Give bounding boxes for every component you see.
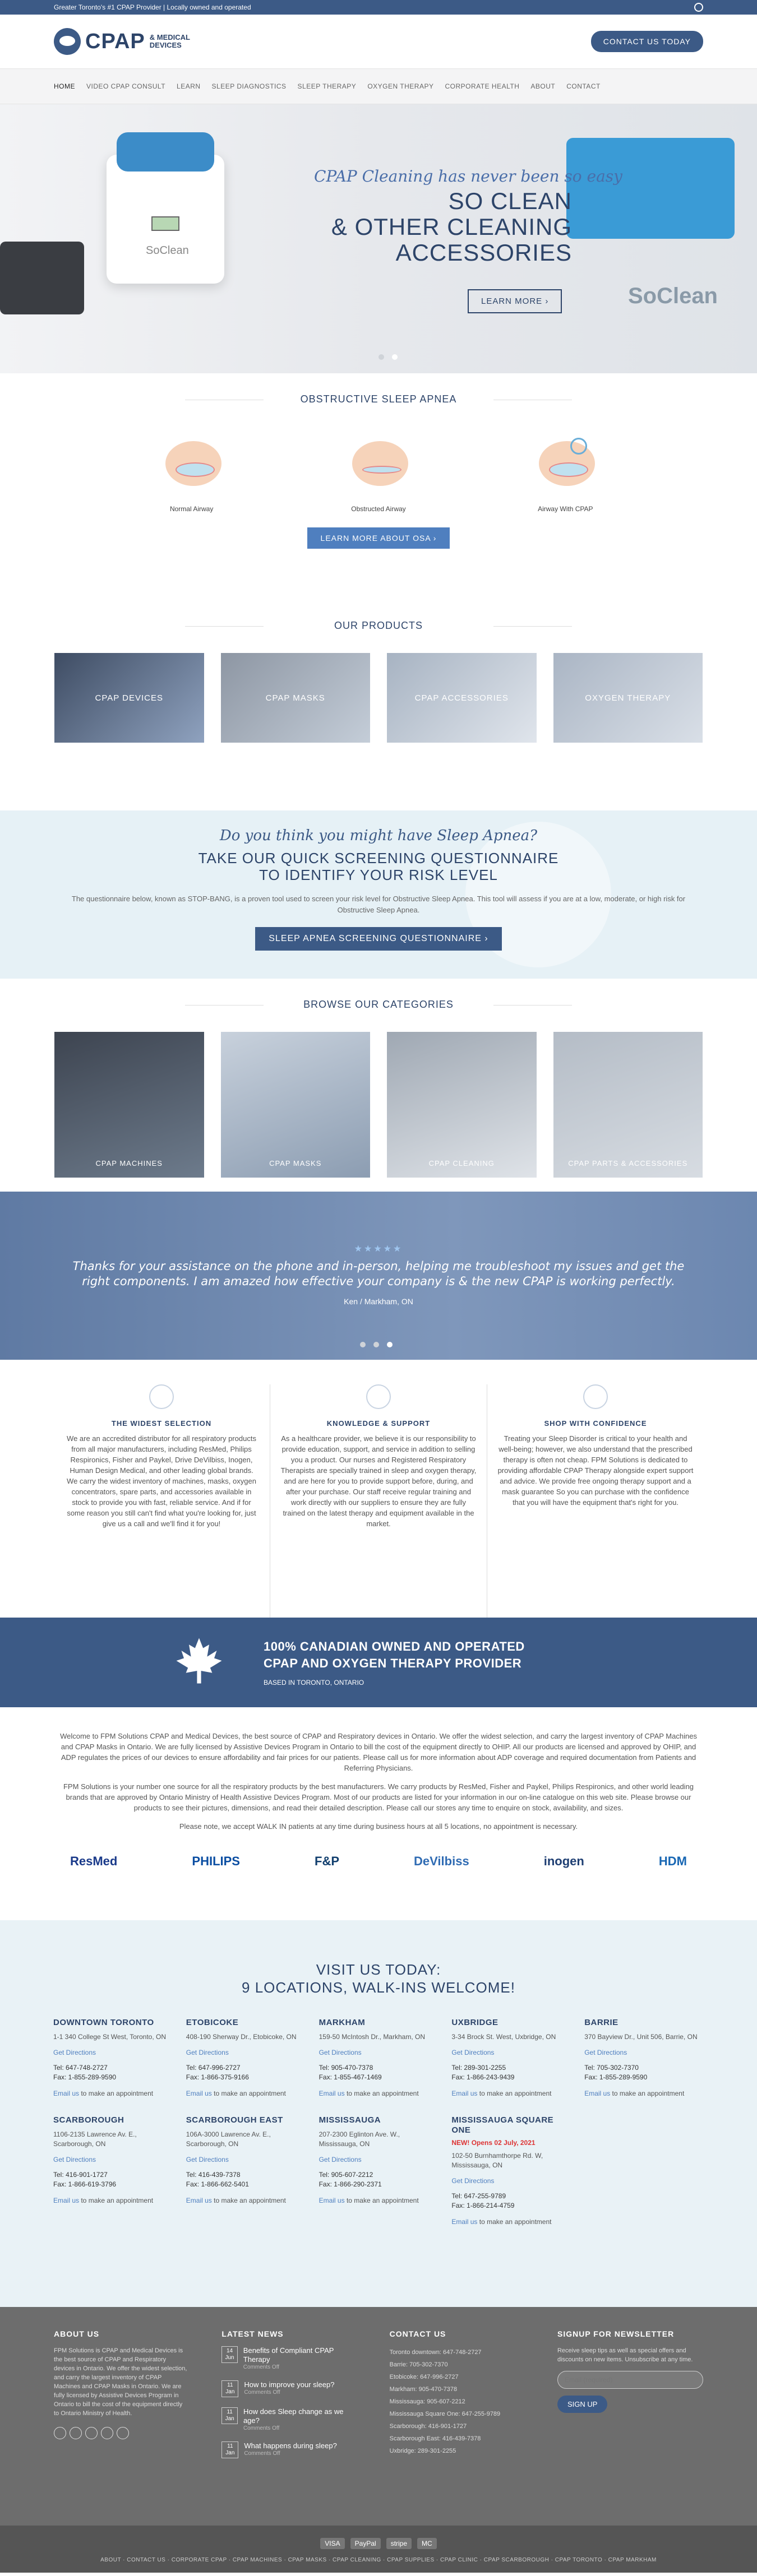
canadian-banner xyxy=(0,1618,757,1707)
get-directions-link[interactable]: Get Directions xyxy=(53,2156,96,2163)
get-directions-link[interactable]: Get Directions xyxy=(319,2156,362,2163)
instagram-icon[interactable] xyxy=(70,2427,82,2439)
brand-logos xyxy=(70,1854,687,1869)
category-tile-parts-accessories[interactable]: CPAP PARTS & ACCESSORIES xyxy=(553,1032,703,1178)
location-name: UXBRIDGE xyxy=(451,2018,498,2027)
hero-slider-dots xyxy=(378,354,398,360)
brand-logo-fp: F&P xyxy=(315,1854,339,1868)
nav-item-learn[interactable]: LEARN xyxy=(177,82,201,90)
news-date: 11 Jan xyxy=(221,2380,238,2397)
testimonial-slider xyxy=(0,1192,757,1360)
payment-icons xyxy=(0,2538,757,2549)
osa-label: Airway With CPAP xyxy=(538,505,593,513)
payment-card-icon: VISA xyxy=(320,2538,344,2549)
slide-dot[interactable] xyxy=(373,1342,379,1347)
location-address: 207-2300 Eglinton Ave. W., Mississauga, ON xyxy=(319,2130,400,2148)
features-section xyxy=(53,1360,704,1618)
location-card xyxy=(584,2018,704,2098)
contact-us-button[interactable]: CONTACT US TODAY xyxy=(591,31,703,52)
location-phone: Tel: 647-748-2727 xyxy=(53,2064,108,2072)
learn-osa-button[interactable]: LEARN MORE ABOUT OSA › xyxy=(307,527,450,549)
hero-line1: SO CLEAN xyxy=(448,188,572,214)
location-card xyxy=(451,2018,571,2098)
welcome-paragraph: FPM Solutions is your number one source for all the respiratory products by the best manufacturers. We carry products by ResMed, Fisher and Paykel, Philips Respironics, and other world leading brands that are approved by Ontario Ministry of Health Assistive Devices Program. Most of our products are listed for your information in our on-line catalogue on this web site. Please browse our products to see their pictures, dimensions, and read their detailed description. Please call our stores any time to enquire on stock, availability, and sizes. xyxy=(63,1782,694,1812)
logo[interactable] xyxy=(54,28,195,55)
brand-logo-resmed: ResMed xyxy=(70,1854,118,1868)
contact-phone[interactable]: Barrie: 705-302-7370 xyxy=(389,2361,448,2368)
location-name: MARKHAM xyxy=(319,2018,366,2027)
welcome-paragraph: Welcome to FPM Solutions CPAP and Medical Devices, the best source of CPAP and Respiratory devices in Ontario. We offer the widest selection, and carry the largest inventory of CPAP Machines and CPAP Masks in Ontario. We are fully licensed by Assistive Devices Program in Ontario to bill the cost of the equipment directly to OHIP. All our products are licensed and approved by OHIP, and ADP regulates the prices of our devices to ensure affordability and fair prices for our patients. Please call us for more information about ADP coverage and required documentation from Patients and Referring Physicians. xyxy=(60,1732,697,1772)
top-bar xyxy=(0,0,757,15)
news-comments: Comments Off xyxy=(244,2389,280,2396)
slide-dot[interactable] xyxy=(392,354,398,360)
location-address: 1106-2135 Lawrence Av. E., Scarborough, ON xyxy=(53,2130,137,2148)
products-section xyxy=(0,620,757,810)
location-fax: Fax: 1-866-375-9166 xyxy=(186,2073,249,2081)
testimonial-author: Ken / Markham, ON xyxy=(344,1297,413,1306)
contact-phone[interactable]: Toronto downtown: 647-748-2727 xyxy=(389,2349,482,2356)
quiz-text: The questionnaire below, known as STOP-BANG, is a proven tool used to screen your risk level for Obstructive Sleep Apnea. This tool will assess if you are at a low, moderate, or high risk for Obstructive Sleep Apnea. xyxy=(71,895,686,914)
location-card xyxy=(53,2115,173,2227)
osa-normal-airway xyxy=(136,435,248,513)
osa-section xyxy=(0,373,757,620)
cleaning-tank-image xyxy=(566,138,735,239)
hero-button-label: LEARN MORE xyxy=(481,296,543,306)
products-title: OUR PRODUCTS xyxy=(0,620,757,632)
footer-heading: LATEST NEWS xyxy=(221,2329,284,2338)
nav-item-corporate-health[interactable]: CORPORATE HEALTH xyxy=(445,82,520,90)
facebook-icon[interactable] xyxy=(54,2427,66,2439)
brand-logo-hdm: HDM xyxy=(658,1854,687,1868)
location-name: MISSISSAUGA SQUARE ONE xyxy=(451,2115,554,2135)
questionnaire-button[interactable]: SLEEP APNEA SCREENING QUESTIONNAIRE › xyxy=(255,927,501,951)
canadian-line2: CPAP AND OXYGEN THERAPY PROVIDER xyxy=(264,1656,522,1670)
slide-dot[interactable] xyxy=(360,1342,366,1347)
hero-learn-more-button[interactable]: LEARN MORE › xyxy=(468,289,562,313)
osa-button-label: LEARN MORE ABOUT OSA xyxy=(320,534,431,543)
feature-shop-confidence xyxy=(487,1384,704,1618)
feature-text: We are an accredited distributor for all respiratory products from all major manufacturers, including ResMed, Philips Respironics, Fisher and Paykel, Drive DeVilbiss, Inogen, Human Design Medical, and other leading global brands. We carry the widest inventory of machines, masks, oxygen concentrators, spare parts, and accessories available in stock to provide you with fast, reliable service. And if for some reason you still can't find what you're looking for, just give us a call and we'll find it for you! xyxy=(67,1434,256,1528)
news-title[interactable]: Benefits of Compliant CPAP Therapy xyxy=(243,2346,334,2364)
location-address: 370 Bayview Dr., Unit 506, Barrie, ON xyxy=(584,2033,698,2041)
location-phone: Tel: 647-255-9789 xyxy=(451,2192,506,2200)
location-email: Email us to make an appointment xyxy=(319,2197,419,2204)
location-address: 106A-3000 Lawrence Av. E., Scarborough, ON xyxy=(186,2130,271,2148)
canadian-sub: BASED IN TORONTO, ONTARIO xyxy=(264,1679,364,1687)
brand-logo-inogen: inogen xyxy=(543,1854,584,1868)
location-email: Email us to make an appointment xyxy=(451,2218,552,2226)
news-item[interactable] xyxy=(221,2380,356,2397)
logo-mark-icon xyxy=(54,28,81,55)
location-email: Email us to make an appointment xyxy=(186,2197,286,2204)
get-directions-link[interactable]: Get Directions xyxy=(186,2156,229,2163)
locations-title xyxy=(0,1961,757,1996)
location-address: 102-50 Burnhamthorpe Rd. W, Mississauga, ON xyxy=(451,2152,543,2169)
location-address: 159-50 McIntosh Dr., Markham, ON xyxy=(319,2033,425,2041)
feature-text: Treating your Sleep Disorder is critical to your health and well-being; however, we also understand that the prescribed therapy is often not cheap. FPM Solutions is dedicated to providing affordable CPAP Therapy alongside expert support and advice. We provide free ongoing therapy support and a mask guarantee So you can purchase with the confidence that you will have the equipment that's right for you. xyxy=(497,1434,694,1507)
contact-phone[interactable]: Mississauga: 905-607-2212 xyxy=(389,2398,465,2405)
category-tile-cpap-masks[interactable]: CPAP MASKS xyxy=(221,1032,371,1178)
location-phone: Tel: 647-996-2727 xyxy=(186,2064,241,2072)
questionnaire-button-label: SLEEP APNEA SCREENING QUESTIONNAIRE xyxy=(269,934,482,943)
footer-news xyxy=(221,2329,356,2526)
news-item[interactable] xyxy=(221,2407,356,2431)
soclean-device-image xyxy=(107,155,224,284)
news-item[interactable] xyxy=(221,2441,356,2458)
nav-item-video-cpap-consult[interactable]: VIDEO CPAP CONSULT xyxy=(86,82,166,90)
categories-title: BROWSE OUR CATEGORIES xyxy=(0,999,757,1011)
get-directions-link[interactable]: Get Directions xyxy=(584,2049,627,2056)
email-us-link[interactable]: Email us xyxy=(186,2089,212,2097)
quiz-tagline: Do you think you might have Sleep Apnea? xyxy=(219,827,538,844)
nav-item-sleep-therapy[interactable]: SLEEP THERAPY xyxy=(297,82,357,90)
location-phone: Tel: 905-470-7378 xyxy=(319,2064,373,2072)
location-email: Email us to make an appointment xyxy=(186,2089,286,2097)
nav-item-contact[interactable]: CONTACT xyxy=(566,82,601,90)
location-address: 1-1 340 College St West, Toronto, ON xyxy=(53,2033,166,2041)
absolute-footer xyxy=(0,2526,757,2573)
email-us-link[interactable]: Email us xyxy=(319,2197,345,2204)
osa-label: Obstructed Airway xyxy=(351,505,406,513)
contact-phone[interactable]: Mississauga Square One: 647-255-9789 xyxy=(389,2411,501,2417)
location-fax: Fax: 1-866-619-3796 xyxy=(53,2180,117,2188)
footer-newsletter xyxy=(557,2329,703,2526)
location-fax: Fax: 1-866-214-4759 xyxy=(451,2202,515,2209)
location-fax: Fax: 1-866-243-9439 xyxy=(451,2073,515,2081)
news-date: 14 Jun xyxy=(221,2346,237,2363)
maple-leaf-icon xyxy=(174,1636,224,1686)
site-header xyxy=(0,15,757,68)
contact-phone[interactable]: Uxbridge: 289-301-2255 xyxy=(389,2448,456,2454)
osa-obstructed-airway xyxy=(322,435,435,513)
news-comments: Comments Off xyxy=(243,2425,280,2431)
testimonial-quote: Thanks for your assistance on the phone and in-person, helping me troubleshoot my issues and get the right components. I am amazed how effective your company is & the new CPAP is working perfectly. xyxy=(72,1259,685,1288)
locations-title-line2: 9 LOCATIONS, WALK-INS WELCOME! xyxy=(242,1979,515,1996)
hero-line2: & OTHER CLEANING xyxy=(331,214,572,240)
footer-heading: CONTACT US xyxy=(389,2329,446,2338)
news-comments: Comments Off xyxy=(244,2450,280,2457)
newsletter-signup-button[interactable]: SIGN UP xyxy=(557,2396,607,2413)
quiz-heading-line2: TO IDENTIFY YOUR RISK LEVEL xyxy=(259,867,498,883)
location-name: BARRIE xyxy=(584,2018,618,2027)
location-phone: Tel: 416-901-1727 xyxy=(53,2171,108,2179)
location-phone: Tel: 289-301-2255 xyxy=(451,2064,506,2072)
news-item[interactable] xyxy=(221,2346,356,2370)
hero-heading xyxy=(331,188,572,266)
contact-phone[interactable]: Etobicoke: 647-996-2727 xyxy=(389,2374,459,2380)
footer-heading: ABOUT US xyxy=(54,2329,100,2338)
location-card xyxy=(319,2018,438,2098)
feature-title: THE WIDEST SELECTION xyxy=(111,1419,212,1428)
rating-stars-icon: ★★★★★ xyxy=(354,1244,403,1254)
logo-text: CPAP xyxy=(85,29,145,53)
category-tile-cpap-cleaning[interactable]: CPAP CLEANING xyxy=(387,1032,537,1178)
feature-text: As a healthcare provider, we believe it is our responsibility to provide education, support, and service in addition to selling you a product. Our nurses and Registered Respiratory Therapists are specially trained in sleep and oxygen therapy, and are here for you to provide support before, during, and after your purchase. Our staff receive regular training and work directly with our suppliers to ensure they are fully trained on the latest therapy and equipment available in the market. xyxy=(280,1434,477,1528)
welcome-section xyxy=(0,1707,757,1920)
location-address: 408-190 Sherway Dr., Etobicoke, ON xyxy=(186,2033,297,2041)
location-fax: Fax: 1-855-289-9590 xyxy=(584,2073,648,2081)
location-email: Email us to make an appointment xyxy=(451,2089,552,2097)
email-icon[interactable] xyxy=(101,2427,113,2439)
location-card xyxy=(451,2115,571,2227)
logo-subtext: & MEDICAL DEVICES xyxy=(149,33,190,49)
airway-illustration xyxy=(342,435,415,497)
newsletter-text: Receive sleep tips as well as special offers and discounts on new items. Unsubscribe at any time. xyxy=(557,2347,693,2363)
footer-contact xyxy=(390,2329,524,2526)
location-name: MISSISSAUGA xyxy=(319,2115,381,2125)
location-email: Email us to make an appointment xyxy=(53,2089,154,2097)
get-directions-link[interactable]: Get Directions xyxy=(451,2177,495,2185)
cpap-machine-image xyxy=(0,242,84,314)
news-comments: Comments Off xyxy=(243,2364,280,2370)
newsletter-email-input[interactable] xyxy=(557,2371,703,2389)
cart-icon xyxy=(149,1384,174,1409)
device-brand: SoClean xyxy=(146,244,189,257)
contact-phone[interactable]: Scarborough: 416-901-1727 xyxy=(389,2423,467,2430)
locations-title-line1: VISIT US TODAY: xyxy=(316,1961,441,1978)
feature-knowledge-support xyxy=(270,1384,487,1618)
news-title[interactable]: How to improve your sleep? xyxy=(244,2380,335,2389)
location-card xyxy=(319,2115,438,2227)
payment-card-icon: stripe xyxy=(386,2538,412,2549)
email-us-link[interactable]: Email us xyxy=(319,2089,345,2097)
welcome-paragraph: Please note, we accept WALK IN patients at any time during business hours at all 5 locations, no appointment is necessary. xyxy=(179,1822,578,1831)
payment-card-icon: MC xyxy=(417,2538,437,2549)
nurse-icon xyxy=(366,1384,391,1409)
brand-logo-devilbiss: DeVilbiss xyxy=(414,1854,469,1868)
nav-item-home[interactable]: HOME xyxy=(54,82,75,90)
location-card xyxy=(53,2018,173,2098)
hero-line3: ACCESSORIES xyxy=(395,239,572,266)
news-title[interactable]: How does Sleep change as we age? xyxy=(243,2407,344,2425)
get-directions-link[interactable]: Get Directions xyxy=(319,2049,362,2056)
feature-widest-selection xyxy=(53,1384,270,1618)
news-date: 11 Jan xyxy=(221,2441,238,2458)
location-phone: Tel: 705-302-7370 xyxy=(584,2064,639,2072)
quiz-heading-line1: TAKE OUR QUICK SCREENING QUESTIONNAIRE xyxy=(198,850,559,867)
category-tile-cpap-machines[interactable]: CPAP MACHINES xyxy=(54,1032,204,1178)
airway-illustration xyxy=(529,435,602,497)
news-date: 11 Jan xyxy=(221,2407,238,2424)
slide-dot[interactable] xyxy=(387,1342,393,1347)
osa-title: OBSTRUCTIVE SLEEP APNEA xyxy=(0,393,757,405)
quiz-section xyxy=(0,810,757,979)
categories-section xyxy=(0,979,757,1192)
shield-icon xyxy=(583,1384,608,1409)
nav-item-oxygen-therapy[interactable]: OXYGEN THERAPY xyxy=(367,82,434,90)
twitter-icon[interactable] xyxy=(85,2427,98,2439)
location-email: Email us to make an appointment xyxy=(53,2197,154,2204)
email-us-link[interactable]: Email us xyxy=(451,2089,478,2097)
email-us-link[interactable]: Email us xyxy=(584,2089,611,2097)
email-us-link[interactable]: Email us xyxy=(451,2218,478,2226)
payment-card-icon: PayPal xyxy=(350,2538,381,2549)
email-us-link[interactable]: Email us xyxy=(53,2089,80,2097)
testimonial-dots xyxy=(360,1342,393,1347)
locations-section xyxy=(0,1920,757,2307)
quiz-heading xyxy=(0,850,757,883)
location-email: Email us to make an appointment xyxy=(584,2089,685,2097)
search-icon[interactable] xyxy=(694,3,703,12)
slide-dot[interactable] xyxy=(378,354,384,360)
location-card xyxy=(186,2115,306,2227)
product-tile-cpap-accessories[interactable]: CPAP ACCESSORIES xyxy=(387,653,537,743)
locations-grid xyxy=(53,2018,704,2227)
product-tile-cpap-masks[interactable]: CPAP MASKS xyxy=(221,653,371,743)
brand-logo-philips: PHILIPS xyxy=(192,1854,240,1868)
location-phone: Tel: 416-439-7378 xyxy=(186,2171,241,2179)
main-nav xyxy=(0,68,757,104)
news-title[interactable]: What happens during sleep? xyxy=(244,2441,337,2450)
social-links xyxy=(54,2427,188,2439)
location-fax: Fax: 1-855-289-9590 xyxy=(53,2073,117,2081)
get-directions-link[interactable]: Get Directions xyxy=(186,2049,229,2056)
hero-brand: SoClean xyxy=(627,284,718,308)
hero-slider xyxy=(0,104,757,373)
location-name: DOWNTOWN TORONTO xyxy=(53,2018,154,2027)
pinterest-icon[interactable] xyxy=(117,2427,129,2439)
airway-illustration xyxy=(155,435,228,497)
hero-tagline: CPAP Cleaning has never been so easy xyxy=(314,167,622,186)
location-name: ETOBICOKE xyxy=(186,2018,239,2027)
email-us-link[interactable]: Email us xyxy=(53,2197,80,2204)
location-email: Email us to make an appointment xyxy=(319,2089,419,2097)
product-tile-oxygen-therapy[interactable]: OXYGEN THERAPY xyxy=(553,653,703,743)
footer-about-text: FPM Solutions is CPAP and Medical Devices is the best source of CPAP and Respiratory devices in Ontario. We offer the widest selection, and carry the largest inventory of CPAP Machines and CPAP Masks in Ontario. We are fully licensed by Assistive Devices Program in Ontario to bill the cost of the equipment directly to Ontario Ministry of Health. xyxy=(54,2347,187,2417)
location-name: SCARBOROUGH xyxy=(53,2115,124,2125)
location-name: SCARBOROUGH EAST xyxy=(186,2115,283,2125)
nav-item-about[interactable]: ABOUT xyxy=(530,82,556,90)
location-address: 3-34 Brock St. West, Uxbridge, ON xyxy=(451,2033,556,2041)
email-us-link[interactable]: Email us xyxy=(186,2197,212,2204)
footer-about xyxy=(54,2329,188,2526)
feature-title: SHOP WITH CONFIDENCE xyxy=(544,1419,647,1428)
location-fax: Fax: 1-866-290-2371 xyxy=(319,2180,382,2188)
osa-cpap-airway xyxy=(509,435,621,513)
footer xyxy=(0,2307,757,2526)
get-directions-link[interactable]: Get Directions xyxy=(451,2049,495,2056)
footer-heading: SIGNUP FOR NEWSLETTER xyxy=(557,2329,675,2338)
contact-phone[interactable]: Markham: 905-470-7378 xyxy=(389,2386,458,2393)
footer-links[interactable]: ABOUT · CONTACT US · CORPORATE CPAP · CPAP MACHINES · CPAP MASKS · CPAP CLEANING · CPAP SUPPLIES · CPAP CLINIC · CPAP SCARBOROUGH · CPAP TORONTO · CPAP MARKHAM xyxy=(100,2557,657,2563)
top-bar-text: Greater Toronto's #1 CPAP Provider | Locally owned and operated xyxy=(54,3,251,11)
location-open-note: NEW! Opens 02 July, 2021 xyxy=(451,2139,536,2147)
osa-label: Normal Airway xyxy=(169,505,214,513)
location-fax: Fax: 1-866-662-5401 xyxy=(186,2180,249,2188)
location-card xyxy=(186,2018,306,2098)
feature-title: KNOWLEDGE & SUPPORT xyxy=(326,1419,431,1428)
contact-phone[interactable]: Scarborough East: 416-439-7378 xyxy=(389,2435,481,2442)
nav-item-sleep-diagnostics[interactable]: SLEEP DIAGNOSTICS xyxy=(211,82,287,90)
location-fax: Fax: 1-855-467-1469 xyxy=(319,2073,382,2081)
canadian-line1: 100% CANADIAN OWNED AND OPERATED xyxy=(264,1639,525,1653)
get-directions-link[interactable]: Get Directions xyxy=(53,2049,96,2056)
product-tile-cpap-devices[interactable]: CPAP DEVICES xyxy=(54,653,204,743)
location-phone: Tel: 905-607-2212 xyxy=(319,2171,373,2179)
